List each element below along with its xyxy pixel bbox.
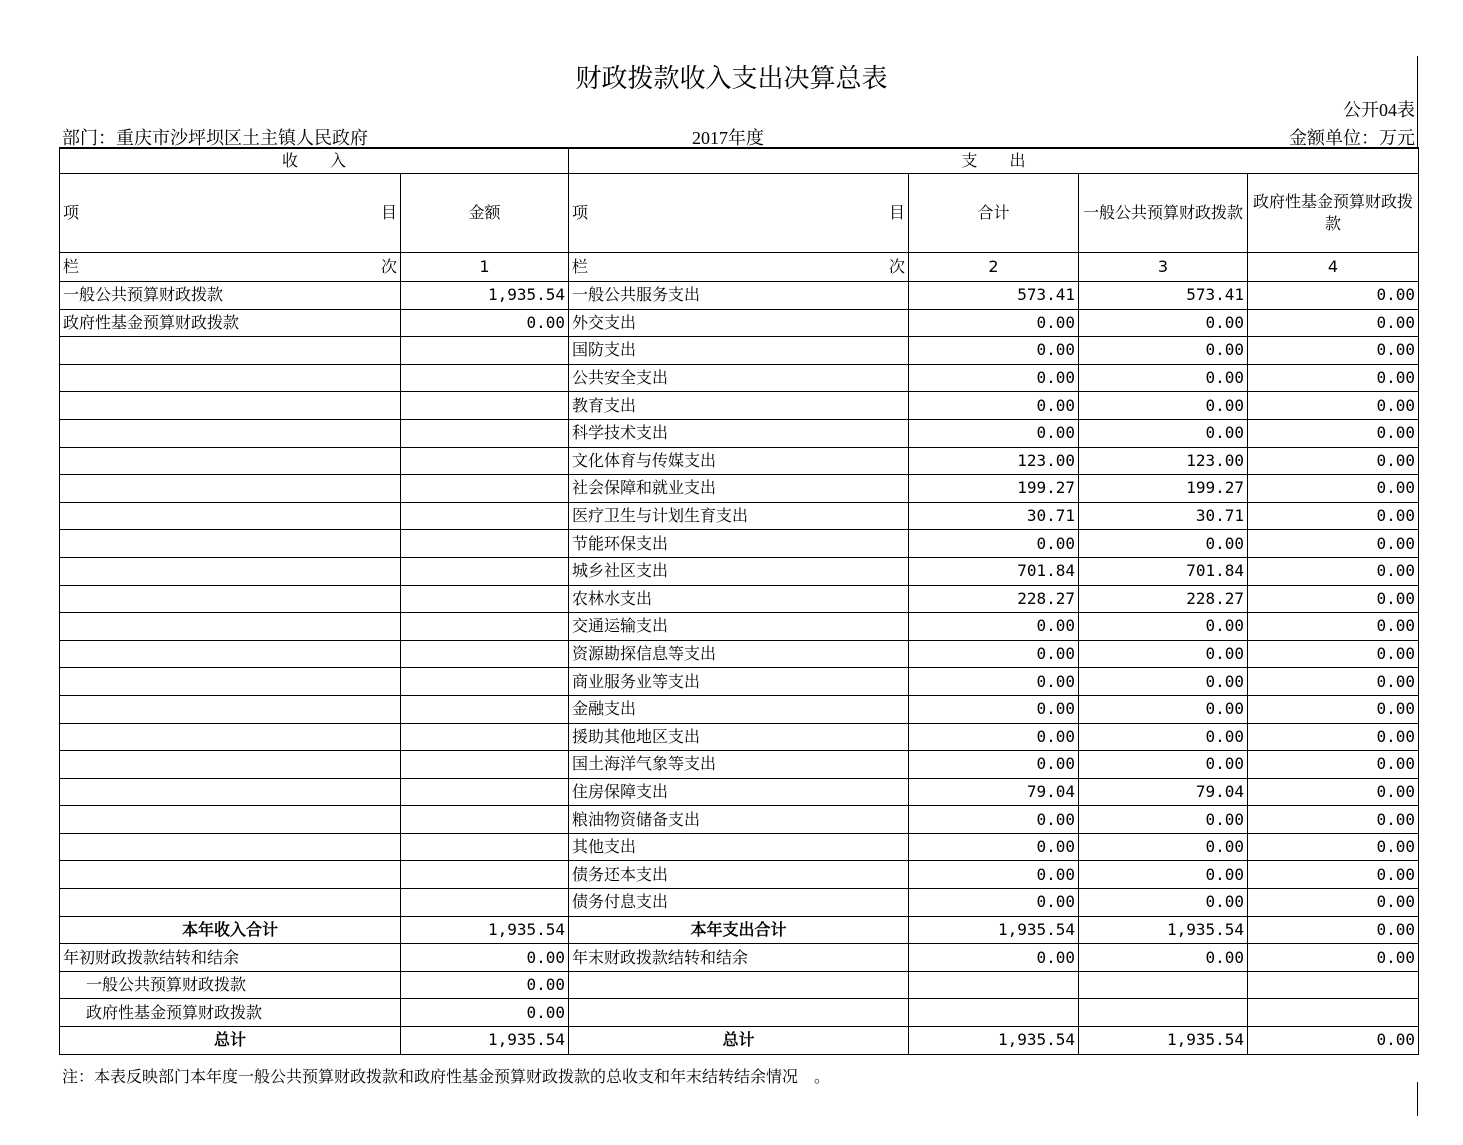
income-item [60,833,401,861]
income-amount [401,557,569,585]
grand-total-row [60,1027,1419,1055]
expense-item: 债务付息支出 [569,889,909,917]
table-row [60,723,1419,751]
general-budget-header: 一般公共预算财政拨款 [1079,174,1248,253]
expense-item: 医疗卫生与计划生育支出 [569,502,909,530]
expense-total: 0.00 [909,613,1079,641]
expense-general: 0.00 [1079,723,1248,751]
income-item [60,557,401,585]
income-item [60,778,401,806]
amount-header: 金额 [401,174,569,253]
grand-income-total-amount: 1,935.54 [401,1027,569,1055]
gov-fund-header: 政府性基金预算财政拨款 [1248,174,1419,253]
income-amount [401,364,569,392]
expense-fund: 0.00 [1248,640,1419,668]
income-item [60,530,401,558]
table-row [60,364,1419,392]
carryover-row [60,944,1419,972]
income-amount [401,447,569,475]
expense-fund: 0.00 [1248,806,1419,834]
expense-general: 199.27 [1079,475,1248,503]
income-amount [401,502,569,530]
income-amount [401,723,569,751]
col-number-4: 4 [1248,253,1419,282]
year-total-row [60,916,1419,944]
income-item [60,364,401,392]
income-item [60,419,401,447]
table-row [60,889,1419,917]
expense-item: 城乡社区支出 [569,557,909,585]
expense-item: 住房保障支出 [569,778,909,806]
income-item [60,392,401,420]
empty-cell [1248,971,1419,999]
income-item: 一般公共预算财政拨款 [60,282,401,310]
income-item [60,668,401,696]
income-amount [401,778,569,806]
empty-cell [1248,999,1419,1027]
expense-total: 0.00 [909,640,1079,668]
total-header: 合计 [909,174,1079,253]
income-item [60,337,401,365]
table-row [60,695,1419,723]
expense-total: 0.00 [909,530,1079,558]
fiscal-year: 2017年度 [692,128,764,148]
income-amount [401,695,569,723]
expense-total: 0.00 [909,337,1079,365]
closing-carryover-total: 0.00 [909,944,1079,972]
expense-general: 0.00 [1079,668,1248,696]
expense-total: 0.00 [909,695,1079,723]
income-section-header: 收 入 [60,148,569,174]
income-amount [401,613,569,641]
expense-item: 债务还本支出 [569,861,909,889]
year-expense-total: 1,935.54 [909,916,1079,944]
table-row [60,530,1419,558]
column-number-row [60,253,1419,282]
expense-total: 0.00 [909,889,1079,917]
form-number: 公开04表 [1343,100,1415,120]
income-amount [401,530,569,558]
carryover-fund-label: 政府性基金预算财政拨款 [60,999,401,1027]
expense-item: 商业服务业等支出 [569,668,909,696]
income-item [60,640,401,668]
expense-total: 0.00 [909,833,1079,861]
grand-expense-general: 1,935.54 [1079,1027,1248,1055]
expense-total: 573.41 [909,282,1079,310]
table-row [60,585,1419,613]
income-amount: 0.00 [401,309,569,337]
income-amount [401,668,569,696]
expense-general: 0.00 [1079,419,1248,447]
income-item [60,475,401,503]
expense-general: 123.00 [1079,447,1248,475]
expense-fund: 0.00 [1248,337,1419,365]
income-item [60,889,401,917]
data-rows [60,282,1419,917]
expense-total: 701.84 [909,557,1079,585]
expense-fund: 0.00 [1248,585,1419,613]
year-expense-fund: 0.00 [1248,916,1419,944]
expense-item: 其他支出 [569,833,909,861]
carryover-fund-row [60,999,1419,1027]
income-amount [401,833,569,861]
expense-total: 0.00 [909,419,1079,447]
expense-general: 0.00 [1079,806,1248,834]
grand-expense-total-label: 总计 [569,1027,909,1055]
income-item [60,585,401,613]
col-label-left: 栏 次 [60,253,401,282]
expense-total: 0.00 [909,806,1079,834]
expense-fund: 0.00 [1248,419,1419,447]
expense-fund: 0.00 [1248,861,1419,889]
col-number-1: 1 [401,253,569,282]
expense-general: 0.00 [1079,833,1248,861]
expense-fund: 0.00 [1248,695,1419,723]
table-row [60,833,1419,861]
grand-income-total-label: 总计 [60,1027,401,1055]
income-item [60,613,401,641]
income-amount: 1,935.54 [401,282,569,310]
expense-fund: 0.00 [1248,502,1419,530]
expense-general: 0.00 [1079,309,1248,337]
table-row [60,640,1419,668]
table-row [60,557,1419,585]
expense-general: 30.71 [1079,502,1248,530]
expense-total: 0.00 [909,392,1079,420]
income-amount [401,640,569,668]
amount-unit: 金额单位：万元 [1289,128,1415,149]
expense-item: 一般公共服务支出 [569,282,909,310]
table-row [60,668,1419,696]
expense-total: 123.00 [909,447,1079,475]
expense-fund: 0.00 [1248,833,1419,861]
expense-fund: 0.00 [1248,309,1419,337]
expense-item: 教育支出 [569,392,909,420]
expense-total: 30.71 [909,502,1079,530]
expense-general: 0.00 [1079,889,1248,917]
table-row [60,419,1419,447]
right-margin-line-bottom [1417,1082,1418,1116]
expense-item: 粮油物资储备支出 [569,806,909,834]
expense-general: 0.00 [1079,695,1248,723]
expense-item: 国土海洋气象等支出 [569,751,909,779]
income-amount [401,806,569,834]
expense-fund: 0.00 [1248,392,1419,420]
expense-total: 0.00 [909,309,1079,337]
expense-fund: 0.00 [1248,723,1419,751]
expense-general: 0.00 [1079,613,1248,641]
table-row [60,447,1419,475]
expense-total: 0.00 [909,668,1079,696]
table-row [60,778,1419,806]
expense-item: 社会保障和就业支出 [569,475,909,503]
expense-total: 0.00 [909,364,1079,392]
expense-item: 农林水支出 [569,585,909,613]
expense-item: 外交支出 [569,309,909,337]
opening-carryover-amount: 0.00 [401,944,569,972]
income-amount [401,751,569,779]
expense-general: 0.00 [1079,751,1248,779]
income-amount [401,419,569,447]
expense-general: 0.00 [1079,392,1248,420]
year-income-total-amount: 1,935.54 [401,916,569,944]
expense-total: 199.27 [909,475,1079,503]
expense-general: 0.00 [1079,861,1248,889]
grand-expense-fund: 0.00 [1248,1027,1419,1055]
closing-carryover-label: 年末财政拨款结转和结余 [569,944,909,972]
expense-item: 资源勘探信息等支出 [569,640,909,668]
expense-item: 公共安全支出 [569,364,909,392]
empty-cell [569,971,909,999]
closing-carryover-general: 0.00 [1079,944,1248,972]
expense-section-header: 支 出 [569,148,1419,174]
table-row [60,337,1419,365]
income-item: 政府性基金预算财政拨款 [60,309,401,337]
col-number-2: 2 [909,253,1079,282]
expense-fund: 0.00 [1248,530,1419,558]
carryover-general-row [60,971,1419,999]
income-amount [401,337,569,365]
expense-total: 228.27 [909,585,1079,613]
expense-total: 79.04 [909,778,1079,806]
expense-fund: 0.00 [1248,447,1419,475]
table-row [60,861,1419,889]
empty-cell [909,971,1079,999]
expense-item: 国防支出 [569,337,909,365]
expense-fund: 0.00 [1248,364,1419,392]
opening-carryover-label: 年初财政拨款结转和结余 [60,944,401,972]
income-amount [401,861,569,889]
income-item [60,695,401,723]
expense-general: 573.41 [1079,282,1248,310]
expense-item: 援助其他地区支出 [569,723,909,751]
income-amount [401,585,569,613]
expense-total: 0.00 [909,723,1079,751]
expense-general: 0.00 [1079,337,1248,365]
year-income-total-label: 本年收入合计 [60,916,401,944]
expense-fund: 0.00 [1248,613,1419,641]
income-item-header: 项 目 [60,174,401,253]
carryover-general-amount: 0.00 [401,971,569,999]
year-expense-general: 1,935.54 [1079,916,1248,944]
budget-table [59,147,1419,1055]
expense-general: 79.04 [1079,778,1248,806]
income-item [60,502,401,530]
expense-item: 交通运输支出 [569,613,909,641]
income-item [60,806,401,834]
expense-item: 金融支出 [569,695,909,723]
income-amount [401,889,569,917]
expense-fund: 0.00 [1248,475,1419,503]
income-item [60,751,401,779]
empty-cell [1079,999,1248,1027]
table-row [60,282,1419,310]
income-amount [401,392,569,420]
grand-expense-total: 1,935.54 [909,1027,1079,1055]
closing-carryover-fund: 0.00 [1248,944,1419,972]
empty-cell [909,999,1079,1027]
expense-fund: 0.00 [1248,668,1419,696]
year-expense-total-label: 本年支出合计 [569,916,909,944]
carryover-fund-amount: 0.00 [401,999,569,1027]
expense-general: 0.00 [1079,530,1248,558]
expense-fund: 0.00 [1248,778,1419,806]
table-row [60,806,1419,834]
department-label: 部门：重庆市沙坪坝区土主镇人民政府 [62,128,368,149]
expense-item: 科学技术支出 [569,419,909,447]
income-item [60,723,401,751]
expense-fund: 0.00 [1248,282,1419,310]
section-header-row [60,148,1419,174]
income-item [60,861,401,889]
table-row [60,392,1419,420]
income-amount [401,475,569,503]
expense-fund: 0.00 [1248,751,1419,779]
col-label-right: 栏 次 [569,253,909,282]
expense-fund: 0.00 [1248,557,1419,585]
expense-general: 228.27 [1079,585,1248,613]
table-row [60,475,1419,503]
footnote: 注：本表反映部门本年度一般公共预算财政拨款和政府性基金预算财政拨款的总收支和年末结转结余情况 。 [62,1067,831,1086]
col-number-3: 3 [1079,253,1248,282]
expense-general: 0.00 [1079,640,1248,668]
carryover-general-label: 一般公共预算财政拨款 [60,971,401,999]
empty-cell [569,999,909,1027]
table-row [60,751,1419,779]
expense-general: 0.00 [1079,364,1248,392]
expense-fund: 0.00 [1248,889,1419,917]
income-item [60,447,401,475]
expense-total: 0.00 [909,751,1079,779]
expense-item: 节能环保支出 [569,530,909,558]
empty-cell [1079,971,1248,999]
expense-total: 0.00 [909,861,1079,889]
right-margin-line [1417,56,1418,148]
expense-item-header: 项 目 [569,174,909,253]
table-row [60,309,1419,337]
expense-item: 文化体育与传媒支出 [569,447,909,475]
table-row [60,502,1419,530]
table-row [60,613,1419,641]
column-header-row [60,174,1419,253]
expense-general: 701.84 [1079,557,1248,585]
page-title: 财政拨款收入支出决算总表 [575,64,888,94]
